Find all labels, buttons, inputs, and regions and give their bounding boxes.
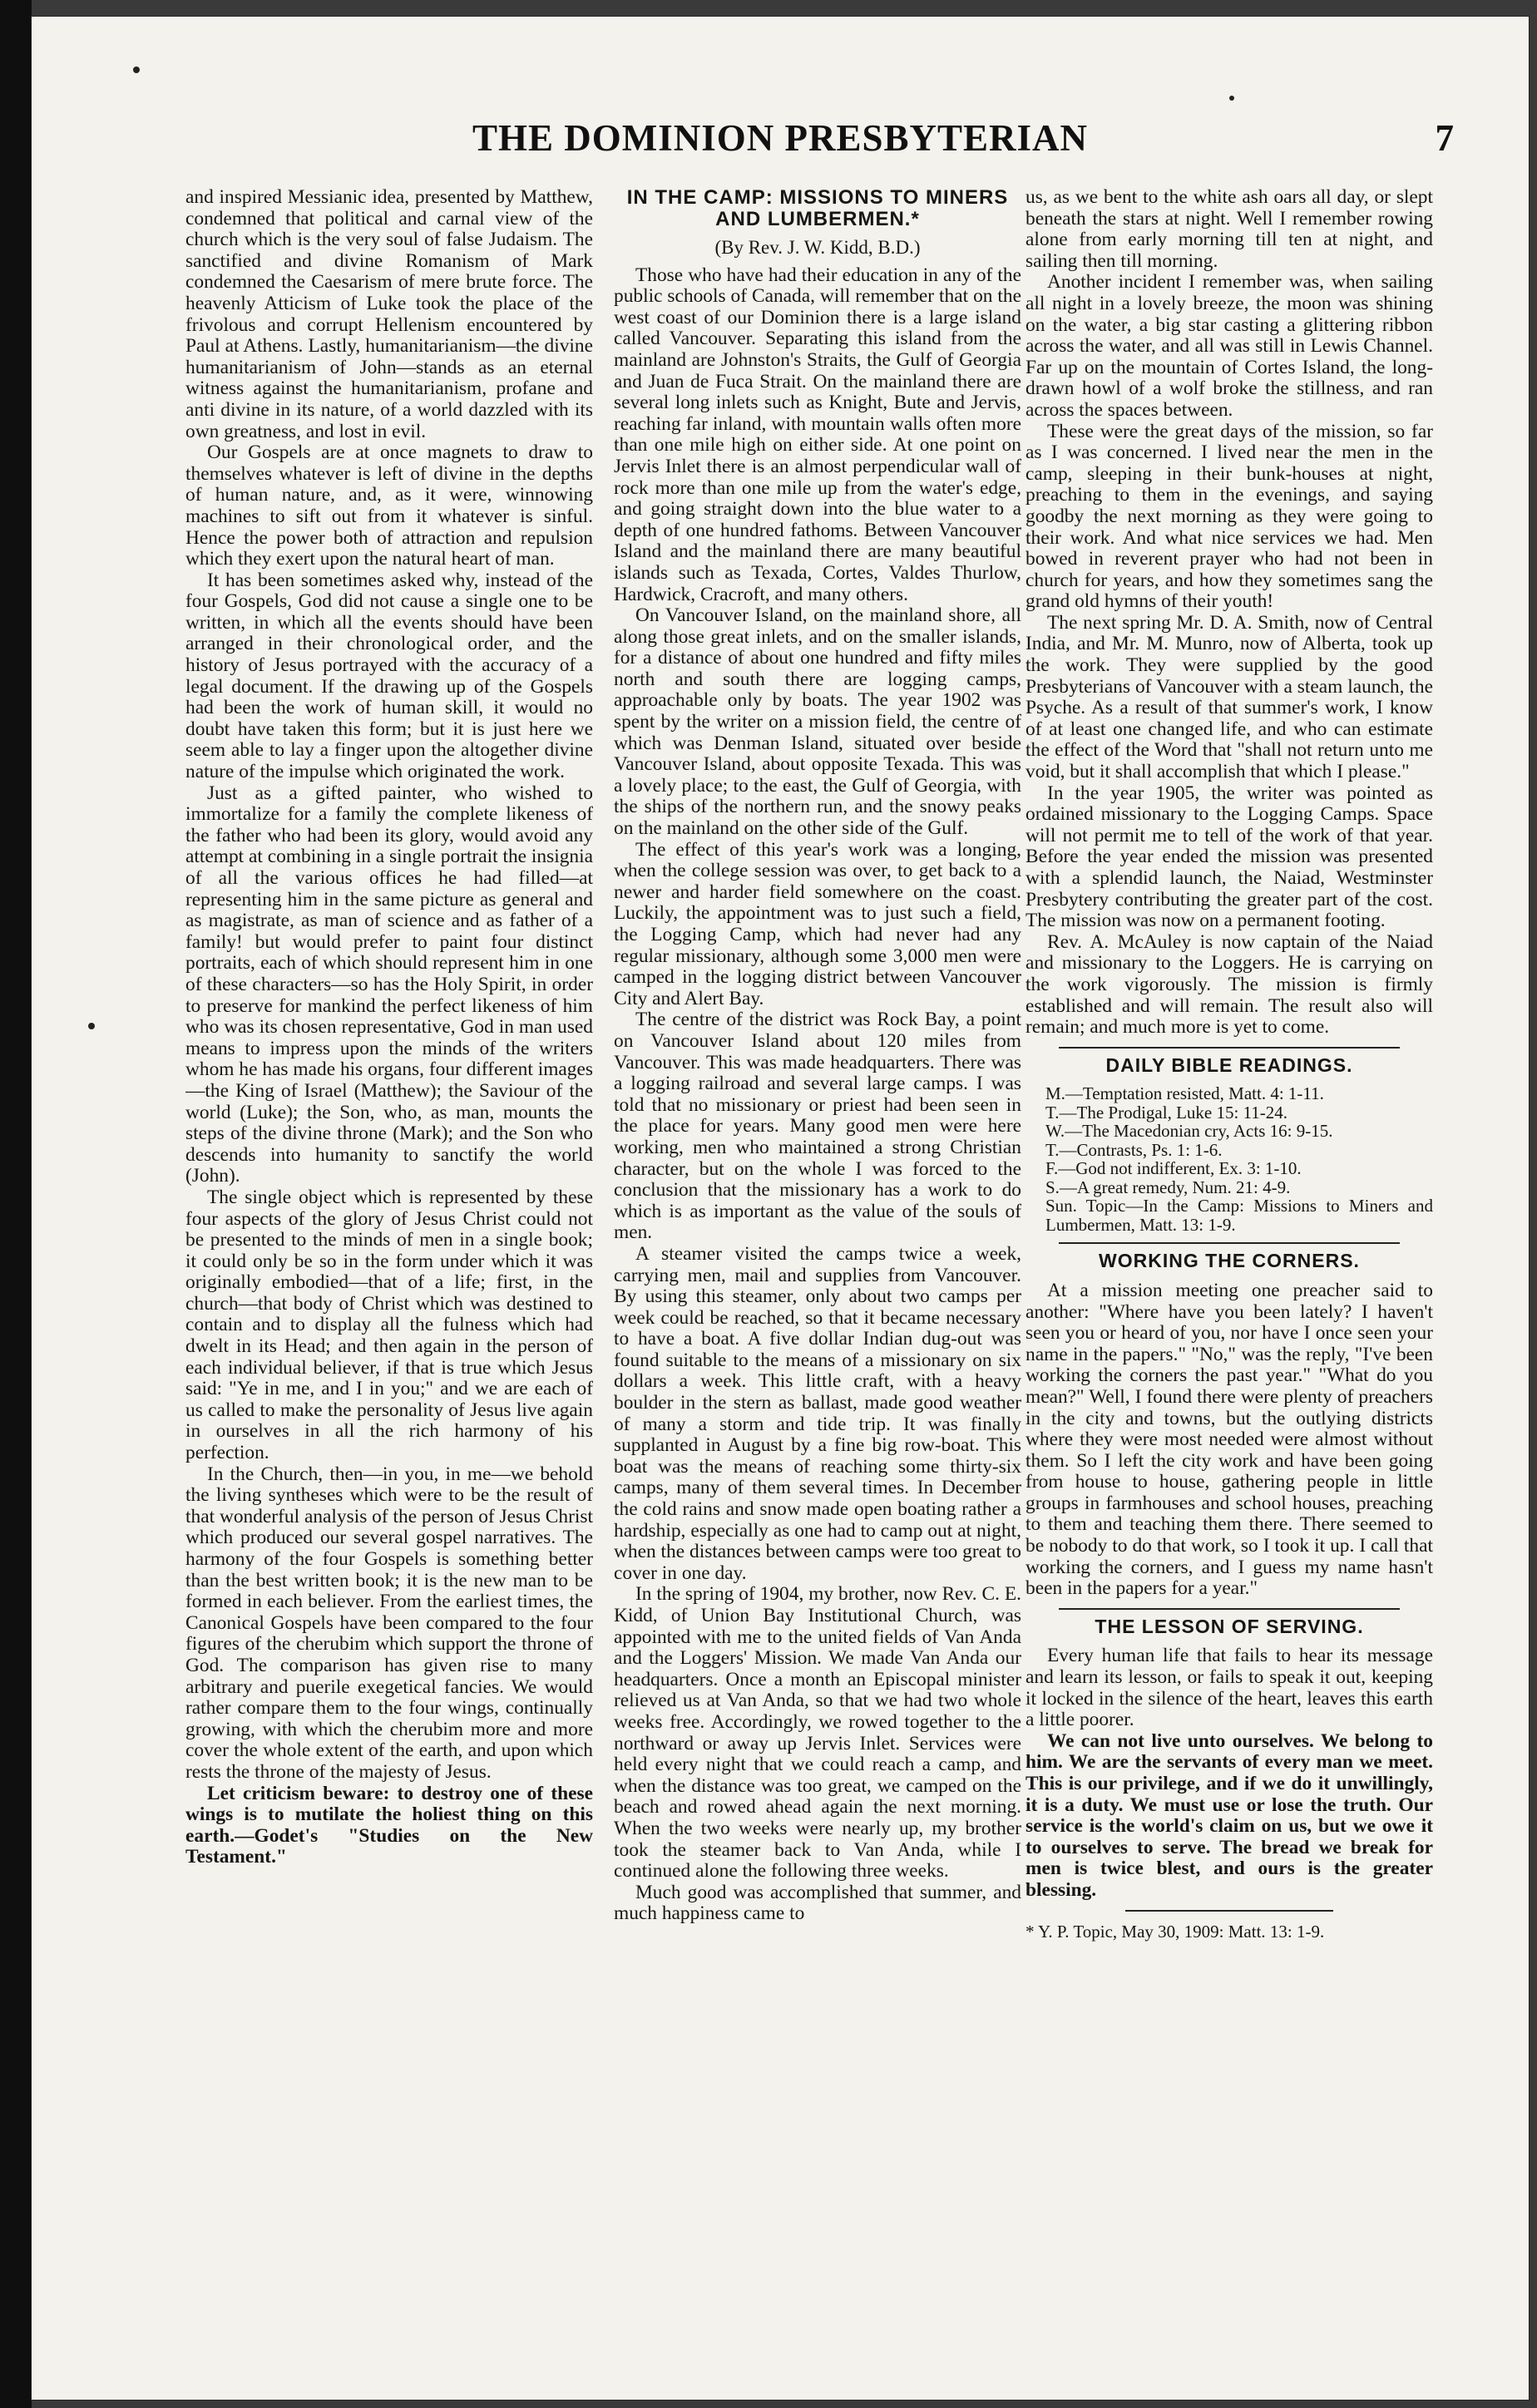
publication-title: THE DOMINION PRESBYTERIAN <box>472 117 1089 159</box>
page-number: 7 <box>1435 117 1454 159</box>
paragraph: Let criticism beware: to destroy one of these wings is to mutilate the holiest thing on this earth.—Godet's "Studies on the New Testament." <box>185 1782 593 1868</box>
print-speck <box>88 1023 95 1029</box>
section-divider <box>1059 1242 1400 1244</box>
paragraph: Our Gospels are at once magnets to draw to themselves whatever is left of divine in the depths of human nature, and, as it were, winnowing machines to sift out from it whatever is sinful. Hence the power both of attraction and repulsion which they exert upon the natural heart of man. <box>185 442 593 570</box>
print-speck <box>1229 96 1234 101</box>
page-header <box>32 116 1529 183</box>
paragraph: In the spring of 1904, my brother, now Rev. C. E. Kidd, of Union Bay Institutional Church, was appointed with me to the united fields of Van Anda and the Loggers' Mission. We made Van Anda our headquarters. Once a month an Episcopal minister relieved us at Van Anda, so that we had two whole weeks free. Accordingly, we rowed together to the northward or away up Jervis Inlet. Services were held every night that we could reach a camp, and when the distance was too great, we camped on the beach and rowed ahead again the next morning. When the two weeks were nearly up, my brother took the steamer back to Van Anda, while I continued alone the following three weeks. <box>614 1583 1021 1882</box>
reading-item: M.—Temptation resisted, Matt. 4: 1-11. <box>1045 1083 1324 1104</box>
paragraph: and inspired Messianic idea, presented by Matthew, condemned that political and carnal view of the church which is the very soul of false Judaism. The sanctified and divine Romanism of Mark condemned the Caesarism of mere brute force. The heavenly Atticism of Luke took the place of the frivolous and corrupt Hellenism encountered by Paul at Athens. Lastly, humanitarianism—the divine humanitarianism of John—stands as an eternal witness against the humanitarianism, profane and anti divine in its nature, of a world dazzled with its own greatness, and lost in evil. <box>185 187 593 442</box>
article-title: IN THE CAMP: MISSIONS TO MINERS AND LUMBERMEN.* <box>626 187 1009 230</box>
paragraph: The single object which is represented by these four aspects of the glory of Jesus Christ could not be presented to the minds of men in a single book; it could only be so in the form under which it was originally embodied—that of a life; first, in the church—that body of Christ which was destined to contain and to display all the fulness which had dwelt in its Head; and then again in the person of each individual believer, if that is true which Jesus said: "Ye in me, and I in you;" and we are each of us called to make the personality of Jesus live again in ourselves in all the rich harmony of his perfection. <box>185 1186 593 1464</box>
paragraph: Rev. A. McAuley is now captain of the Naiad and missionary to the Loggers. He is carrying on the work vigorously. The mission is firmly established and will remain. The result also will remain; and much more is yet to come. <box>1025 930 1433 1039</box>
paragraph: The next spring Mr. D. A. Smith, now of Central India, and Mr. M. Munro, now of Alberta, took up the work. They were supplied by the good Presbyterians of Vancouver with a steam launch, the Psyche. As a result of that summer's work, I know of at least one changed life, and who can estimate the effect of the Word that "shall not return unto me void, but it shall accomplish that which I please." <box>1025 611 1433 783</box>
serving-title: THE LESSON OF SERVING. <box>1095 1615 1364 1637</box>
section-divider <box>1059 1047 1400 1049</box>
paragraph: us, as we bent to the white ash oars all day, or slept beneath the stars at night. Well I remember rowing alone from early morning till ten at night, and sailing then till morning. <box>1025 187 1433 272</box>
paragraph: On Vancouver Island, on the mainland shore, all along those great inlets, and on the smaller islands, for a distance of about one hundred and fifty miles north and south there are logging camps, approachable only by boats. The year 1902 was spent by the writer on a mission field, the centre of which was Denman Island, situated over beside Vancouver Island, about opposite Texada. This was a lovely place; to the east, the Gulf of Georgia, with the ships of the northern run, and the snowy peaks on the mainland on the other side of the Gulf. <box>614 604 1021 840</box>
bible-readings-list <box>1025 1084 1433 1234</box>
column-2 <box>614 187 1021 2308</box>
reading-item: W.—The Macedonian cry, Acts 16: 9-15. <box>1045 1121 1333 1142</box>
corners-title: WORKING THE CORNERS. <box>1099 1250 1360 1272</box>
paragraph: Much good was accomplished that summer, and much happiness came to <box>614 1881 1021 1925</box>
paragraph: Those who have had their education in any of the public schools of Canada, will remember that on the west coast of our Dominion there is a large island called Vancouver. Separating this island from the mainland are Johnston's Straits, the Gulf of Georgia and Juan de Fuca Strait. On the mainland there are several long inlets such as Knight, Bute and Jervis, reaching far inland, with mountain walls often more than one mile high on either side. At one point on Jervis Inlet there is an almost perpendicular wall of rock more than one mile up from the water's edge, and going straight down into the blue water to a depth of one hundred fathoms. Between Vancouver Island and the mainland there are many beautiful islands such as Texada, Cortes, Valdes Thurlow, Hardwick, Cracroft, and many others. <box>614 264 1021 605</box>
paragraph: Another incident I remember was, when sailing all night in a lovely breeze, the moon was shining on the water, a big star casting a glittering ribbon across the water, and all was still in Lewis Channel. Far up on the mountain of Cortes Island, the long-drawn howl of a wolf broke the stillness, and ran across the spaces between. <box>1025 271 1433 421</box>
paragraph: We can not live unto ourselves. We belong to him. We are the servants of every man we meet. This is our privilege, and if we do it unwillingly, it is a duty. We must use or lose the truth. Our service is the world's claim on us, but we owe it to ourselves to serve. The bread we break for men is twice blest, and ours is the greater blessing. <box>1025 1730 1433 1901</box>
paragraph: It has been sometimes asked why, instead of the four Gospels, God did not cause a single one to be written, in which all the events should have been arranged in their chronological order, and the history of Jesus portrayed with the accuracy of a legal document. If the drawing up of the Gospels had been the work of human skill, it would no doubt have taken this form; but it is just here we seem able to lay a finger upon the altogether divine nature of the impulse which originated the work. <box>185 569 593 783</box>
reading-item: T.—The Prodigal, Luke 15: 11-24. <box>1045 1102 1288 1123</box>
bible-readings-title: DAILY BIBLE READINGS. <box>1105 1054 1353 1076</box>
reading-item: F.—God not indifferent, Ex. 3: 1-10. <box>1045 1158 1302 1179</box>
paragraph: The effect of this year's work was a longing, when the college session was over, to get back to a newer and harder field somewhere on the coast. Luckily, the appointment was to just such a field, the Logging Camp, which had never had any regular missionary, although some 3,000 men were camped in the logging district between Vancouver City and Alert Bay. <box>614 838 1021 1009</box>
scan-border <box>0 0 32 2408</box>
paragraph: Just as a gifted painter, who wished to immortalize for a family the complete likeness of the father who had been its glory, would avoid any attempt at combining in a single portrait the insignia of all the various offices he had filled—at representing him in the same picture as general and as magistrate, as man of science and as father of a family! but would prefer to paint four distinct portraits, each of which should represent him in one of these characters—so has the Holy Spirit, in order to preserve for mankind the perfect likeness of him who was its chosen representative, God in man used means to impress upon the minds of the writers whom he has made his organs, four different images—the King of Israel (Matthew); the Saviour of the world (Luke); the Son, who, as man, mounts the steps of the divine throne (Mark); and the Son who descends into humanity to sanctify the world (John). <box>185 782 593 1187</box>
paragraph: The centre of the district was Rock Bay, a point on Vancouver Island about 120 miles from Vancouver. This was made headquarters. There was a logging railroad and several large camps. I was told that no missionary or priest had been seen in the place for years. Many good men were here working, men who maintained a strong Christian character, but on the whole I was forced to the conclusion that the missionary has a work to do which is as important as the value of the souls of men. <box>614 1009 1021 1244</box>
footnote: * Y. P. Topic, May 30, 1909: Matt. 13: 1-9. <box>1025 1921 1325 1942</box>
reading-item: S.—A great remedy, Num. 21: 4-9. <box>1045 1177 1291 1197</box>
column-3 <box>1025 187 1433 2308</box>
paragraph: In the Church, then—in you, in me—we behold the living syntheses which were to be the result of that wonderful analysis of the person of Jesus Christ which produced our several gospel narratives. The harmony of the four Gospels is something better than the best written book; it is the new man to be formed in each believer. From the earliest times, the Canonical Gospels have been compared to the four figures of the cherubim which support the throne of God. The comparison has given rise to many arbitrary and puerile exegetical fancies. We would rather compare them to the four wings, continually growing, with which the cherubim more and more cover the whole extent of the earth, and upon which rests the throne of the majesty of Jesus. <box>185 1463 593 1783</box>
column-1 <box>185 187 593 2308</box>
section-divider <box>1059 1608 1400 1610</box>
newspaper-page <box>32 17 1529 2400</box>
paragraph: At a mission meeting one preacher said to another: "Where have you been lately? I haven't seen you or heard of you, nor have I once seen your name in the papers." "No," was the reply, "I've been working the corners the past year." "What do you mean?" Well, I found there were plenty of preachers in the city and towns, but the outlying districts where they were most needed were almost without them. So I left the city work and have been going from house to house, gathering people in little groups in farmhouses and school houses, preaching to them and teaching them there. There seemed to be nobody to do that work, so I took it up. I call that working the corners, and I guess my name hasn't been in the papers for a year." <box>1025 1279 1433 1600</box>
section-divider <box>1125 1910 1333 1912</box>
print-speck <box>133 67 140 73</box>
reading-item: T.—Contrasts, Ps. 1: 1-6. <box>1045 1139 1223 1160</box>
paragraph: Every human life that fails to hear its message and learn its lesson, or fails to speak it out, keeping it locked in the silence of the heart, leaves this earth a little poorer. <box>1025 1645 1433 1731</box>
reading-item: Sun. Topic—In the Camp: Missions to Miners and Lumbermen, Matt. 13: 1-9. <box>1045 1196 1433 1235</box>
paragraph: A steamer visited the camps twice a week, carrying men, mail and supplies from Vancouver. By using this steamer, only about two camps per week could be reached, so that it became necessary to have a boat. A five dollar Indian dug-out was found suitable to the means of a missionary on six dollars a week. This little craft, with a heavy boulder in the stern as ballast, made good weather of many a storm and tide trip. It was finally supplanted in August by a fine big row-boat. This boat was the means of reaching some thirty-six camps, many of them several times. In December the cold rains and snow made open boating rather a hardship, especially as one had to camp out at night, when the distances between camps were too great to cover in one day. <box>614 1242 1021 1584</box>
paragraph: These were the great days of the mission, so far as I was concerned. I lived near the men in the camp, sleeping in their bunk-houses at night, preaching to them in the evenings, and saying goodby the next morning as they were going to their work. And what nice services we had. Men bowed in reverent prayer who had not been in church for years, and how they sometimes sang the grand old hymns of their youth! <box>1025 420 1433 613</box>
paragraph: In the year 1905, the writer was pointed as ordained missionary to the Logging Camps. Space will not permit me to tell of the work of that year. Before the year ended the mission was presented with a splendid launch, the Naiad, Westminster Presbytery contributing the greater part of the cost. The mission was now on a permanent footing. <box>1025 782 1433 932</box>
byline: (By Rev. J. W. Kidd, B.D.) <box>714 237 921 258</box>
